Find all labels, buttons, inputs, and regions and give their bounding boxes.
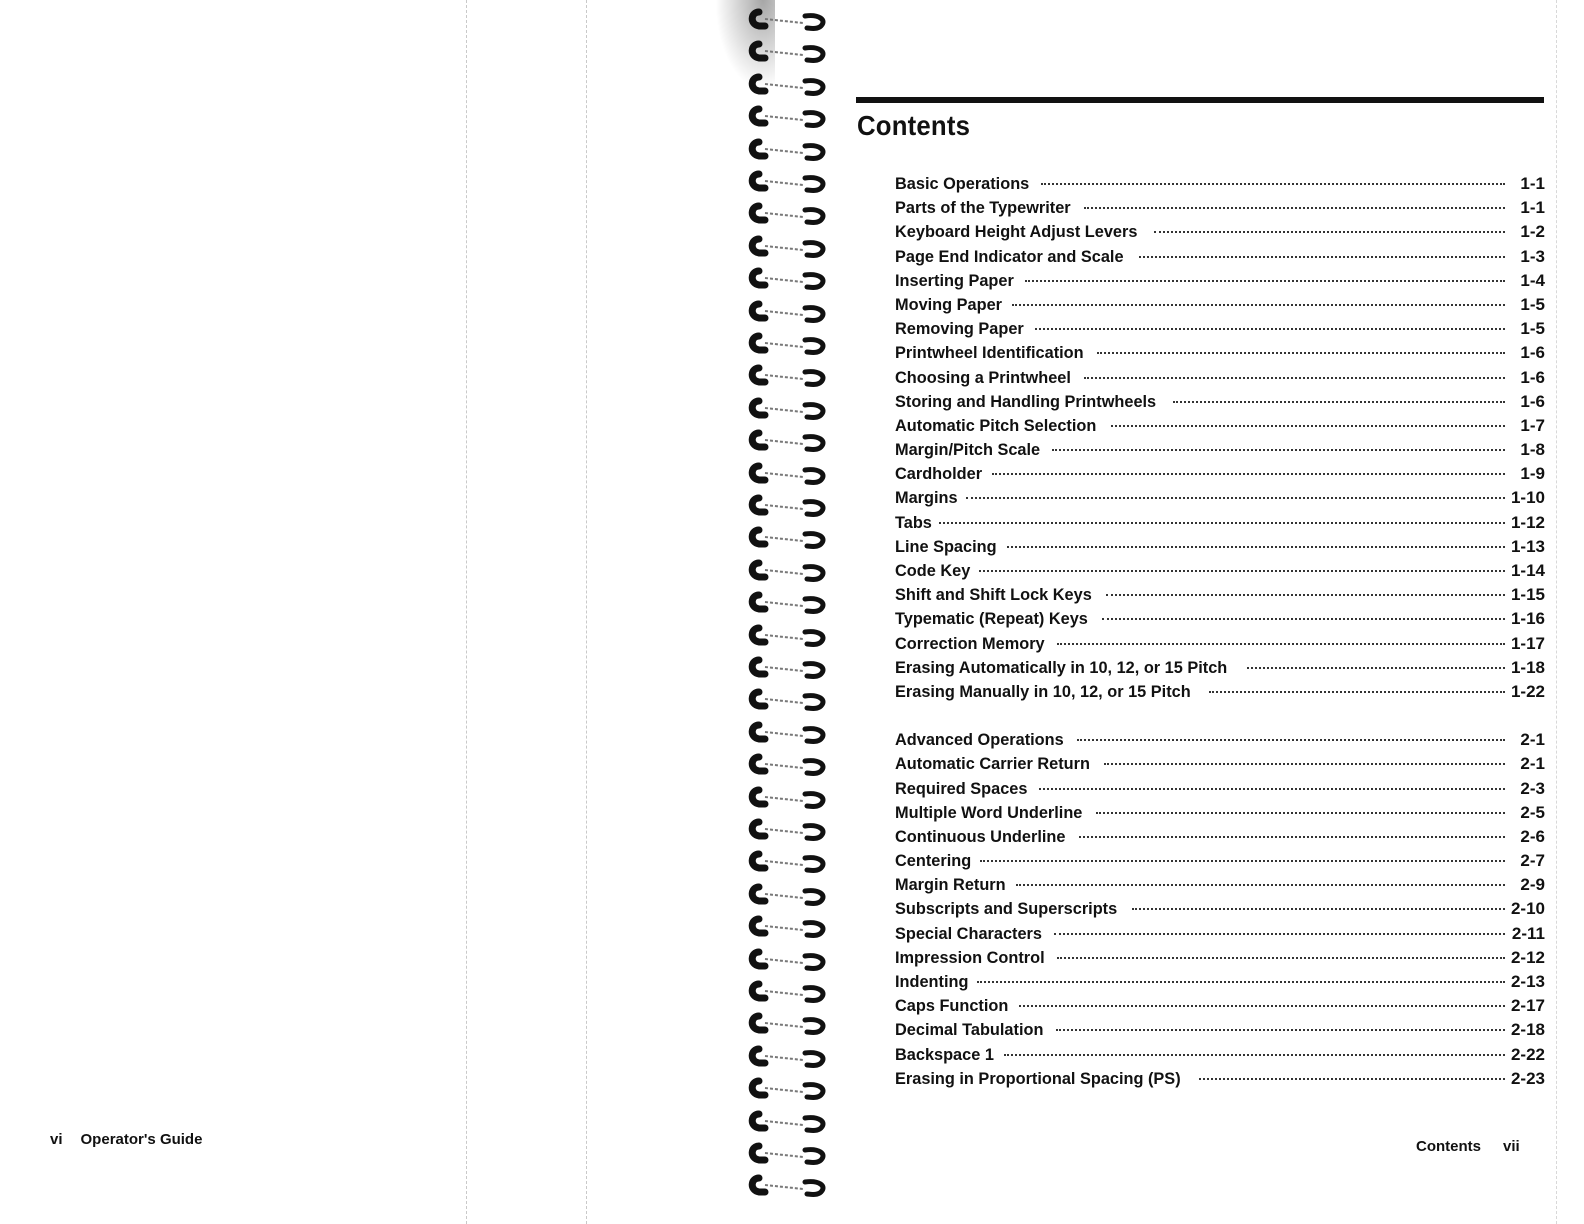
toc-entry-page: 2-17 — [1510, 996, 1545, 1016]
dot-leader — [1041, 183, 1505, 185]
dot-leader — [1084, 377, 1505, 379]
toc-entry-page: 1-1 — [1520, 198, 1545, 218]
toc-entry-page: 2-23 — [1510, 1068, 1545, 1088]
toc-entry-label: Printwheel Identification — [895, 343, 1084, 363]
toc-entry — [895, 438, 1545, 462]
toc-entry-page: 2-22 — [1510, 1044, 1545, 1064]
toc-entry-label: Correction Memory — [895, 633, 1045, 653]
toc-entry-page: 1-7 — [1520, 415, 1545, 435]
dot-leader — [1025, 280, 1505, 282]
toc-entry — [895, 994, 1545, 1018]
toc-entry-page: 2-7 — [1520, 851, 1545, 871]
toc-entry-label: Subscripts and Superscripts — [895, 899, 1118, 919]
toc-entry-page: 2-12 — [1510, 947, 1545, 967]
toc-entry-label: Basic Operations — [895, 174, 1030, 193]
toc-entry — [895, 777, 1545, 801]
toc-entry — [895, 922, 1545, 946]
toc-entry-label: Impression Control — [895, 947, 1045, 967]
toc-entry-page: 2-13 — [1510, 972, 1545, 991]
toc-entry-label: Decimal Tabulation — [895, 1020, 1044, 1040]
toc-entry — [895, 269, 1545, 293]
dot-leader — [1096, 812, 1505, 814]
toc-entry — [895, 366, 1545, 390]
toc-entry — [895, 1043, 1545, 1067]
toc-entry — [895, 825, 1545, 849]
dot-leader — [1004, 1054, 1505, 1056]
toc-entry-label: Required Spaces — [895, 778, 1028, 798]
toc-entry-page: 1-2 — [1520, 222, 1545, 242]
toc-entry-page: 1-6 — [1520, 391, 1545, 411]
right-page-number: vii — [1503, 1138, 1520, 1155]
dot-leader — [1052, 449, 1505, 451]
toc-entry-label: Moving Paper — [895, 294, 1003, 314]
dot-leader — [1012, 304, 1505, 306]
toc-entry-label: Multiple Word Underline — [895, 802, 1083, 822]
toc-entry — [895, 535, 1545, 559]
toc-entry — [895, 293, 1545, 317]
toc-entry-label: Margin/Pitch Scale — [895, 440, 1041, 460]
toc-section-heading — [895, 728, 1545, 752]
toc-entry-label: Automatic Carrier Return — [895, 754, 1090, 774]
toc-entry-page: 1-1 — [1520, 174, 1545, 193]
dot-leader — [1199, 1078, 1505, 1080]
left-running-title: Operator's Guide — [80, 1131, 203, 1148]
toc-entry-page: 2-6 — [1520, 826, 1545, 846]
toc-entry-label: Parts of the Typewriter — [895, 198, 1071, 218]
toc-entry-label: Removing Paper — [895, 319, 1024, 339]
dot-leader — [1057, 957, 1505, 959]
toc-entry-label: Storing and Handling Printwheels — [895, 391, 1157, 411]
toc-entry-label: Continuous Underline — [895, 826, 1066, 846]
left-page-number: vi — [50, 1131, 63, 1148]
dot-leader — [1097, 352, 1505, 354]
toc-entry-label: Keyboard Height Adjust Levers — [895, 222, 1138, 242]
toc-entry — [895, 752, 1545, 776]
dot-leader — [939, 522, 1505, 524]
toc-entry-page: 1-3 — [1520, 246, 1545, 266]
toc-entry-page: 2-10 — [1510, 899, 1545, 919]
dot-leader — [966, 497, 1505, 499]
toc-entry — [895, 607, 1545, 631]
toc-entry-label: Erasing in Proportional Spacing (PS) — [895, 1068, 1181, 1088]
toc-entry — [895, 559, 1545, 583]
dot-leader — [1054, 933, 1505, 935]
dot-leader — [1139, 256, 1505, 258]
toc-entry — [895, 196, 1545, 220]
toc-entry-label: Typematic (Repeat) Keys — [895, 609, 1088, 629]
dot-leader — [1084, 207, 1505, 209]
toc-section — [895, 172, 1545, 704]
toc-entry-label: Line Spacing — [895, 536, 997, 556]
toc-entry-label: Margins — [895, 488, 958, 508]
header-rule — [856, 97, 1544, 103]
toc-entry-page: 1-5 — [1520, 294, 1545, 314]
toc-entry — [895, 897, 1545, 921]
toc-entry-label: Erasing Automatically in 10, 12, or 15 Pitch — [895, 657, 1228, 677]
toc-entry — [895, 656, 1545, 680]
toc-entry-label: Page End Indicator and Scale — [895, 246, 1124, 266]
toc-entry-page: 1-16 — [1510, 609, 1545, 629]
dot-leader — [1173, 401, 1505, 403]
dot-leader — [1057, 643, 1505, 645]
toc-entry-page: 2-1 — [1520, 730, 1545, 750]
dot-leader — [1209, 691, 1505, 693]
toc-entry — [895, 680, 1545, 704]
dot-leader — [1077, 739, 1505, 741]
toc-entry — [895, 970, 1545, 994]
toc-entry-page: 1-18 — [1510, 657, 1545, 677]
toc-entry-page: 1-6 — [1520, 343, 1545, 363]
toc-entry-page: 1-5 — [1520, 319, 1545, 339]
dot-leader — [1111, 425, 1505, 427]
toc-entry — [895, 849, 1545, 873]
toc-entry — [895, 341, 1545, 365]
toc-entry — [895, 1018, 1545, 1042]
toc-entry-label: Backspace 1 — [895, 1044, 994, 1064]
toc-entry-page: 2-18 — [1510, 1020, 1545, 1040]
toc-entry — [895, 511, 1545, 535]
dot-leader — [1007, 546, 1505, 548]
right-page-footer — [1416, 1138, 1520, 1155]
toc-entry — [895, 946, 1545, 970]
toc-entry-page: 2-3 — [1520, 778, 1545, 798]
dot-leader — [1154, 231, 1505, 233]
toc-entry — [895, 873, 1545, 897]
toc-entry-page: 1-12 — [1510, 512, 1545, 532]
toc-entry — [895, 220, 1545, 244]
dot-leader — [992, 473, 1505, 475]
left-page — [0, 0, 740, 1224]
toc-entry-page: 2-9 — [1520, 875, 1545, 895]
toc-entry-page: 1-10 — [1510, 488, 1545, 508]
dot-leader — [1079, 836, 1505, 838]
toc-entry — [895, 317, 1545, 341]
toc-entry — [895, 632, 1545, 656]
toc-entry-page: 1-8 — [1520, 440, 1545, 460]
toc-entry — [895, 390, 1545, 414]
toc-entry-label: Special Characters — [895, 923, 1042, 943]
toc-entry-page: 2-5 — [1520, 802, 1545, 822]
toc-entry-label: Indenting — [895, 972, 969, 991]
toc-entry-label: Caps Function — [895, 996, 1009, 1016]
toc-entry-label: Margin Return — [895, 875, 1006, 895]
toc-entry-label: Erasing Manually in 10, 12, or 15 Pitch — [895, 681, 1191, 701]
dot-leader — [1056, 1029, 1505, 1031]
dot-leader — [1035, 328, 1505, 330]
fold-line — [466, 0, 467, 1224]
toc-section-heading — [895, 172, 1545, 196]
toc-entry-label: Choosing a Printwheel — [895, 367, 1071, 387]
toc-entry — [895, 462, 1545, 486]
toc-entry — [895, 1067, 1545, 1091]
left-page-footer — [50, 1131, 202, 1148]
toc-entry-label: Shift and Shift Lock Keys — [895, 585, 1092, 605]
dot-leader — [979, 570, 1505, 572]
toc-entry-label: Inserting Paper — [895, 270, 1014, 290]
dot-leader — [1247, 667, 1505, 669]
dot-leader — [1016, 884, 1505, 886]
toc-entry — [895, 245, 1545, 269]
right-running-title: Contents — [1416, 1138, 1481, 1155]
toc-entry-label: Cardholder — [895, 464, 983, 484]
toc-entry-label: Automatic Pitch Selection — [895, 415, 1097, 435]
toc-entry-label: Centering — [895, 851, 972, 871]
toc-entry — [895, 414, 1545, 438]
dot-leader — [977, 981, 1504, 983]
toc-section — [895, 728, 1545, 1091]
toc-entry-label: Advanced Operations — [895, 730, 1064, 750]
dot-leader — [1104, 763, 1505, 765]
toc-entry-page: 1-22 — [1510, 681, 1545, 701]
toc-entry-page: 1-6 — [1520, 367, 1545, 387]
dot-leader — [1102, 618, 1505, 620]
toc-entry-page: 1-13 — [1510, 536, 1545, 556]
toc-entry-page: 2-11 — [1511, 923, 1545, 943]
dot-leader — [1132, 908, 1505, 910]
dot-leader — [1039, 788, 1505, 790]
toc-entry-label: Tabs — [895, 512, 932, 532]
toc-entry — [895, 583, 1545, 607]
toc-entry — [895, 801, 1545, 825]
toc-entry-page: 2-1 — [1520, 754, 1545, 774]
dot-leader — [1106, 594, 1505, 596]
table-of-contents — [895, 172, 1545, 1091]
toc-entry-page: 1-14 — [1510, 561, 1545, 580]
toc-entry-page: 1-17 — [1510, 633, 1545, 653]
fold-line — [586, 0, 587, 1224]
dot-leader — [980, 860, 1505, 862]
toc-entry — [895, 486, 1545, 510]
toc-entry-page: 1-9 — [1520, 464, 1545, 484]
page-title: Contents — [857, 110, 971, 141]
dot-leader — [1019, 1005, 1505, 1007]
toc-entry-page: 1-15 — [1510, 585, 1545, 605]
toc-entry-label: Code Key — [895, 561, 971, 580]
toc-entry-page: 1-4 — [1520, 270, 1545, 290]
